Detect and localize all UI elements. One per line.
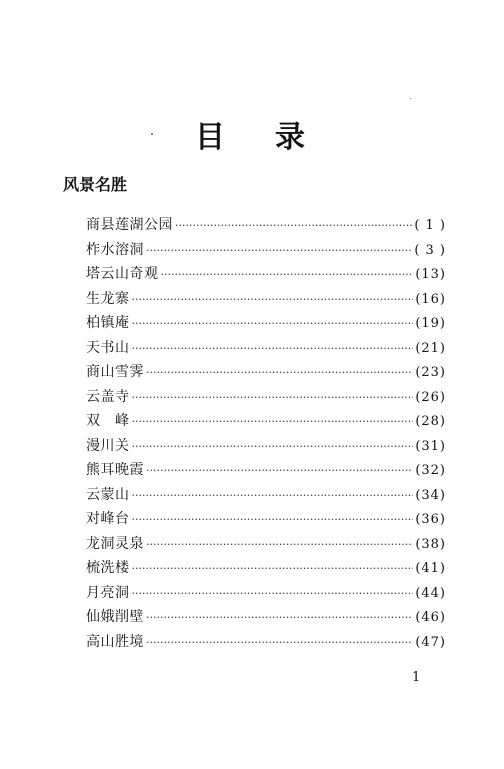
toc-entry-label: 熊耳晚霞: [86, 462, 144, 478]
toc-entry[interactable]: [86, 483, 446, 508]
toc-entry[interactable]: [86, 311, 446, 336]
toc-entry-label: 柞水溶洞: [86, 241, 144, 258]
toc-entry-label: 天书山: [86, 339, 130, 356]
toc-entry-page: (38): [415, 536, 446, 552]
toc-entry-page: (47): [415, 634, 446, 650]
toc-entry-page: (31): [415, 438, 446, 454]
toc-entry-page: ( 3 ): [414, 242, 446, 258]
toc-entry[interactable]: [86, 532, 446, 557]
toc-leader-dots: [161, 263, 414, 287]
toc-entry-label: 仙娥削壁: [86, 609, 144, 625]
toc-entry-page: (21): [415, 340, 446, 356]
toc-entry[interactable]: [86, 507, 446, 532]
toc-leader-dots: [146, 631, 413, 655]
toc-entry-label: 商山雪霁: [86, 364, 144, 380]
toc-entry[interactable]: [86, 360, 446, 385]
toc-leader-dots: [132, 288, 414, 312]
toc-entry-page: (36): [415, 512, 446, 527]
toc-leader-dots: [146, 361, 413, 385]
toc-leader-dots: [132, 508, 414, 532]
toc-leader-dots: [146, 239, 412, 263]
section-heading: 风景名胜: [63, 175, 128, 194]
toc-leader-dots: [132, 582, 414, 606]
toc-entry-page: (28): [415, 414, 446, 429]
toc-entry[interactable]: [86, 336, 446, 361]
toc-entry-page: (16): [415, 291, 446, 307]
toc-entry[interactable]: [86, 385, 446, 410]
toc-entry[interactable]: [86, 458, 446, 483]
toc-entry-page: (41): [415, 561, 446, 576]
toc-leader-dots: [132, 484, 414, 508]
toc-leader-dots: [132, 337, 414, 361]
page-number: 1: [412, 670, 421, 685]
toc-entry[interactable]: [86, 287, 446, 312]
toc-entry[interactable]: [86, 556, 446, 581]
toc-entry-label: 云盖寺: [86, 388, 130, 405]
toc-leader-dots: [146, 533, 413, 557]
toc-entry-label: 商县莲湖公园: [86, 217, 173, 233]
toc-entry[interactable]: [86, 213, 446, 238]
toc-leader-dots: [146, 459, 413, 483]
toc-leader-dots: [132, 386, 414, 410]
table-of-contents: [86, 213, 446, 654]
toc-leader-dots: [146, 606, 413, 630]
toc-entry-label: 梳洗楼: [86, 560, 130, 576]
toc-entry-page: (13): [415, 267, 446, 282]
toc-entry-label: 双 峰: [86, 413, 130, 429]
toc-entry-page: (44): [415, 585, 446, 601]
toc-entry[interactable]: [86, 630, 446, 655]
toc-entry[interactable]: [86, 581, 446, 606]
toc-leader-dots: [132, 312, 414, 336]
toc-entry[interactable]: [86, 434, 446, 459]
toc-entry[interactable]: [86, 409, 446, 434]
toc-entry[interactable]: [86, 238, 446, 263]
toc-entry-page: ( 1 ): [414, 218, 446, 233]
toc-leader-dots: [132, 557, 414, 581]
toc-entry-label: 月亮洞: [86, 584, 130, 601]
page-title: [0, 118, 504, 162]
toc-entry-page: (46): [415, 610, 446, 625]
toc-entry-label: 柏镇庵: [86, 315, 130, 331]
toc-entry[interactable]: [86, 605, 446, 630]
toc-entry-label: 对峰台: [86, 511, 130, 527]
toc-entry-label: 漫川关: [86, 437, 130, 454]
toc-entry-label: 云蒙山: [86, 486, 130, 503]
toc-entry-label: 龙洞灵泉: [86, 535, 144, 552]
toc-entry-page: (26): [415, 389, 446, 405]
toc-entry-page: (19): [415, 316, 446, 331]
title-char-2: 录: [275, 120, 305, 155]
toc-entry-label: 生龙寨: [86, 290, 130, 307]
toc-leader-dots: [132, 435, 414, 459]
toc-entry-page: (34): [415, 487, 446, 503]
toc-leader-dots: [132, 410, 414, 434]
toc-entry[interactable]: [86, 262, 446, 287]
title-char-1: 目: [195, 120, 225, 155]
scan-speck: [410, 98, 411, 99]
toc-leader-dots: [175, 214, 412, 238]
toc-entry-page: (23): [415, 365, 446, 380]
toc-entry-label: 塔云山奇观: [86, 266, 159, 282]
toc-entry-label: 高山胜境: [86, 633, 144, 650]
toc-entry-page: (32): [415, 463, 446, 478]
